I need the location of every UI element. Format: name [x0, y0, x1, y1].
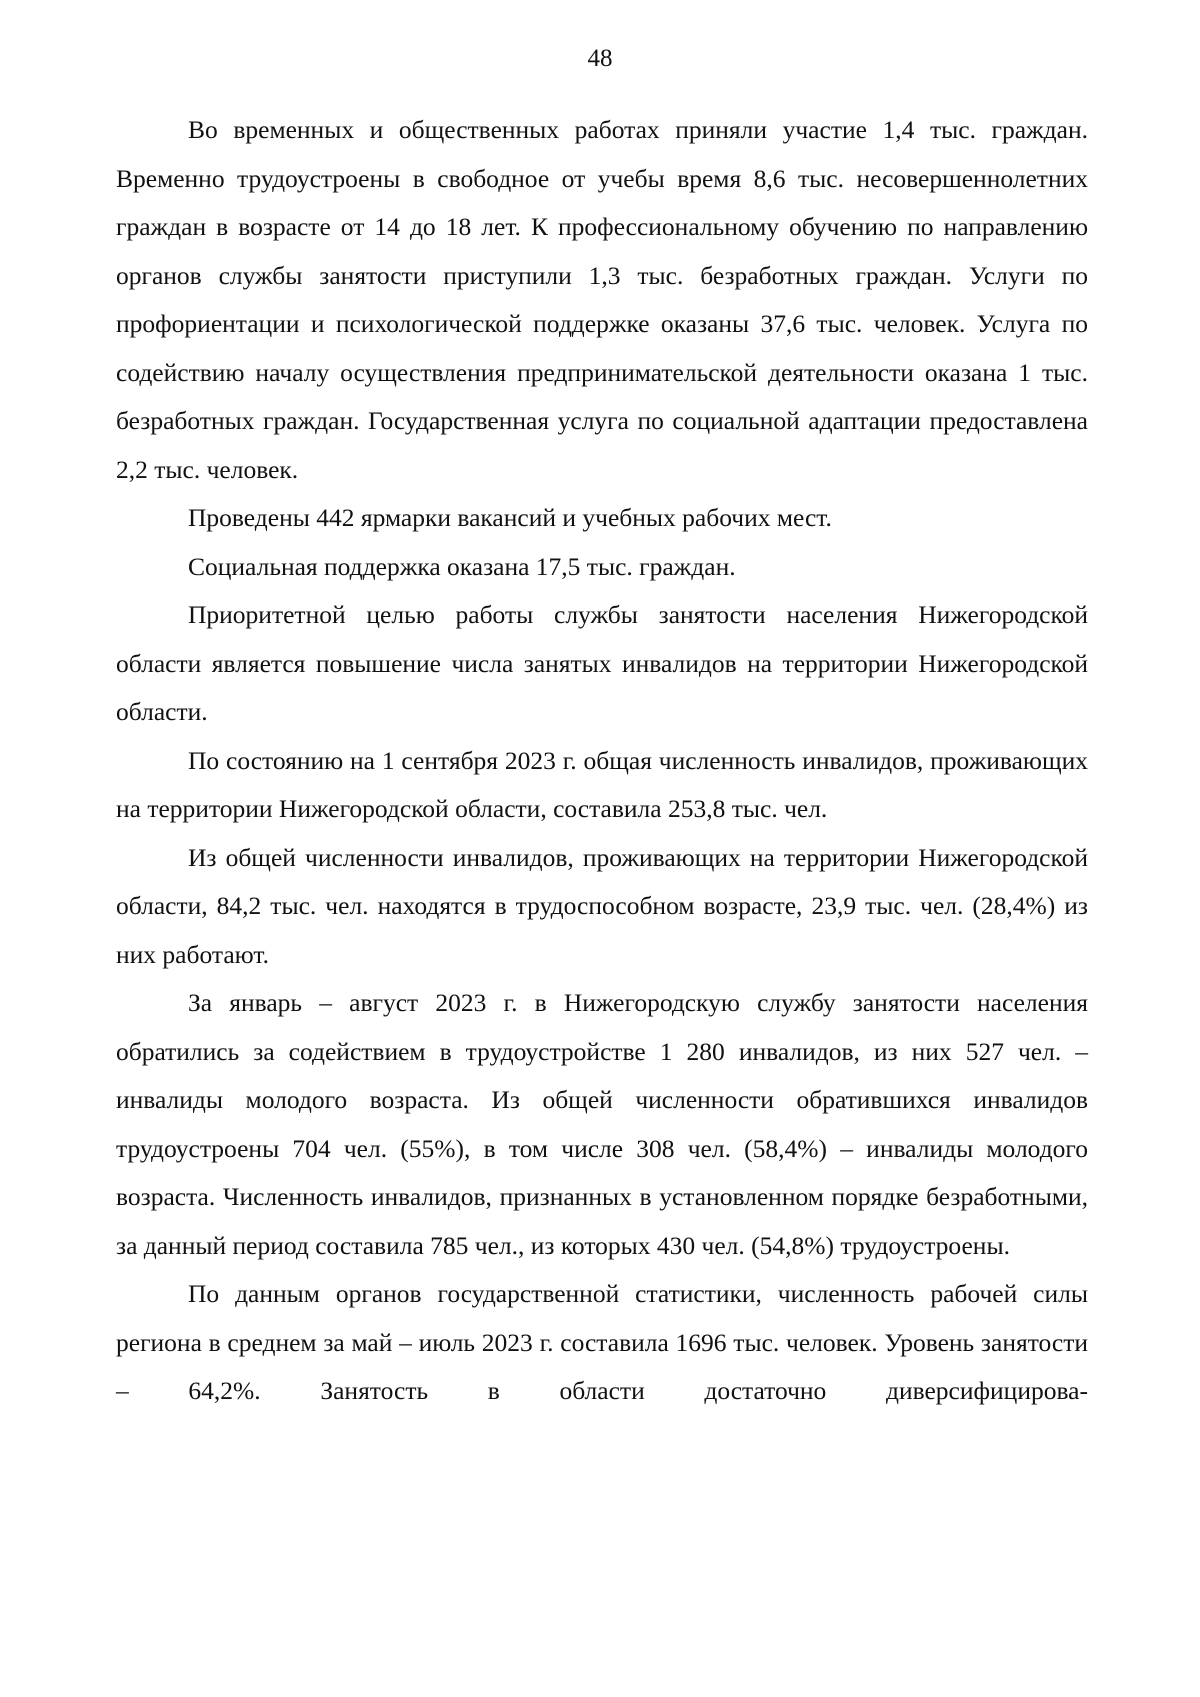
paragraph-disabled-population: По состоянию на 1 сентября 2023 г. общая численность инвалидов, проживающих на территории Нижегородской области, составила 253,8 тыс. чел. — [116, 745, 1088, 823]
document-body — [116, 106, 1088, 1416]
paragraph-priority-goal: Приоритетной целью работы службы занятости населения Нижегородской области является повышение числа занятых инвалидов на территории Нижегородской области. — [116, 600, 1088, 726]
paragraph-job-fairs: Проведены 442 ярмарки вакансий и учебных рабочих мест. — [188, 503, 832, 532]
paragraph-employment-service-requests: За январь – август 2023 г. в Нижегородскую службу занятости населения обратились за содействием в трудоустройстве 1 280 инвалидов, из них 527 чел. – инвалиды молодого возраста. Из общей численности обратившихся инвалидов трудоустроены 704 чел. (55%), в том числе 308 чел. (58,4%) – инвалиды молодого возраста. Численность инвалидов, признанных в установленном порядке безработными, за данный период составила 785 чел., из которых 430 чел. (54,8%) трудоустроены. — [116, 988, 1088, 1260]
paragraph-working-age-disabled: Из общей численности инвалидов, проживающих на территории Нижегородской области, 84,2 тыс. чел. находятся в трудоспособном возрасте, 23,9 тыс. чел. (28,4%) из них работают. — [116, 842, 1088, 969]
page-number: 48 — [587, 45, 613, 72]
paragraph-social-support: Социальная поддержка оказана 17,5 тыс. граждан. — [188, 551, 736, 581]
paragraph-public-works: Во временных и общественных работах приняли участие 1,4 тыс. граждан. Временно трудоустроены в свободное от учебы время 8,6 тыс. несовершеннолетних граждан в возрасте от 14 до 18 лет. К профессиональному обучению по направлению органов службы занятости приступили 1,3 тыс. безработных граждан. Услуги по профориентации и психологической поддержке оказаны 37,6 тыс. человек. Услуга по содействию началу осуществления предпринимательской деятельности оказана 1 тыс. безработных граждан. Государственная услуга по социальной адаптации предоставлена 2,2 тыс. человек. — [116, 115, 1088, 484]
paragraph-labor-force-statistics: По данным органов государственной статистики, численность рабочей силы региона в среднем за май – июль 2023 г. составила 1696 тыс. человек. Уровень занятости – 64,2%. Занятость в области достаточно диверсифицирова- — [116, 1279, 1088, 1405]
